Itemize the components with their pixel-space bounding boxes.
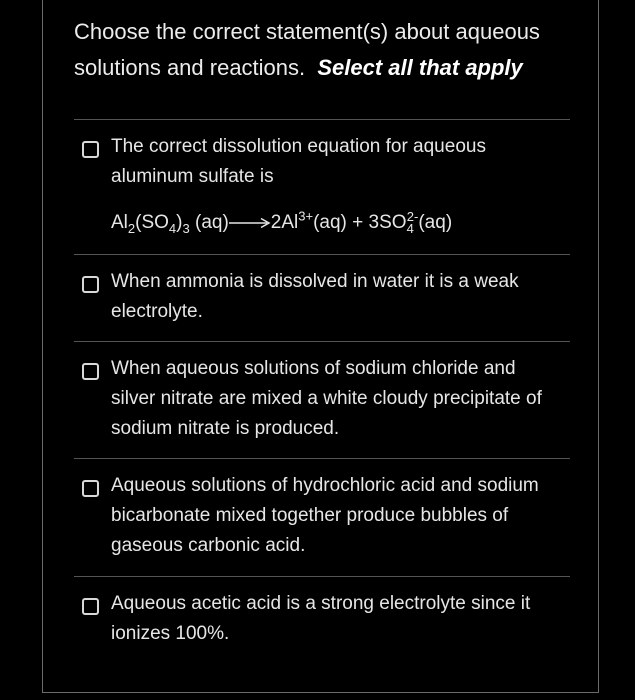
- reaction-arrow-icon: [229, 217, 271, 229]
- option-3-text: When aqueous solutions of sodium chloride and silver nitrate are mixed a white cloudy precipitate of sodium nitrate is produced.: [111, 358, 542, 439]
- checkbox-option-1[interactable]: [82, 141, 99, 158]
- question-prompt: Choose the correct statement(s) about aqueous solutions and reactions.: [74, 19, 540, 80]
- checkbox-option-2[interactable]: [82, 276, 99, 293]
- option-4[interactable]: [74, 459, 570, 576]
- option-3[interactable]: [74, 342, 570, 458]
- checkbox-option-5[interactable]: [82, 598, 99, 615]
- option-5-text: Aqueous acetic acid is a strong electrolyte since it ionizes 100%.: [111, 593, 531, 644]
- option-4-text: Aqueous solutions of hydrochloric acid and sodium bicarbonate mixed together produce bubbles of gaseous carbonic acid.: [111, 475, 539, 556]
- option-5[interactable]: [74, 577, 570, 667]
- option-1-text: The correct dissolution equation for aqueous aluminum sulfate is: [111, 136, 486, 187]
- option-1[interactable]: [74, 120, 570, 254]
- checkbox-option-3[interactable]: [82, 363, 99, 380]
- option-2-text: When ammonia is dissolved in water it is a weak electrolyte.: [111, 271, 519, 322]
- option-2[interactable]: [74, 255, 570, 341]
- dissolution-equation: $Al_2(SO_4)_3$ (aq) $2Al^{3+}(aq) + 3SO_4^{2-}(aq)$: [111, 208, 453, 236]
- question-instruction: Select all that apply: [317, 55, 523, 80]
- checkbox-option-4[interactable]: [82, 480, 99, 497]
- question-text: [74, 14, 584, 86]
